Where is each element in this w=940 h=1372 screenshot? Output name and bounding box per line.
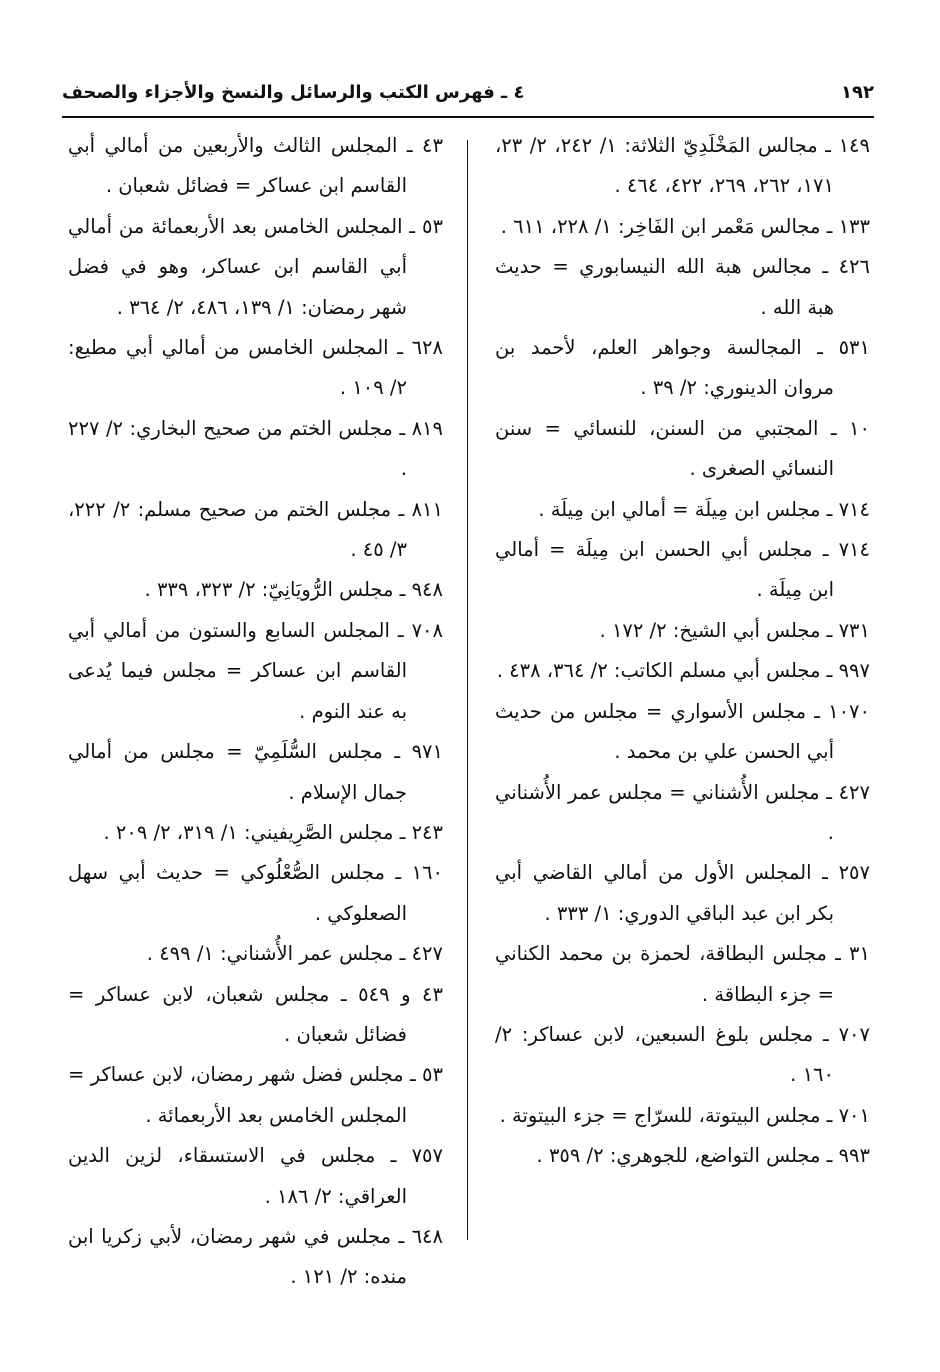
- index-entry: ٦٤٨ ـ مجلس في شهر رمضان، لأبي زكريا ابن منده: ٢/ ١٢١ .: [68, 1224, 443, 1289]
- index-entry: ٤٣ و ٥٤٩ ـ مجلس شعبان، لابن عساكر = فضائل شعبان .: [68, 982, 443, 1046]
- index-entry: ٥٣ ـ المجلس الخامس بعد الأربعمائة من أمالي أبي القاسم ابن عساكر، وهو في فضل شهر رمضان: ١/ ١٣٩، ٤٨٦، ٢/ ٣٦٤ .: [68, 214, 443, 319]
- index-entry: ٧٠١ ـ مجلس البيتوتة، للسرّاج = جزء البيتوتة .: [499, 1103, 870, 1127]
- index-entry: ١٣٣ ـ مجالس مَعْمر ابن الفَاخِر: ١/ ٢٢٨، ٦١١ .: [500, 214, 870, 238]
- section-title: ٤ ـ فهرس الكتب والرسائل والنسخ والأجزاء والصحف: [62, 81, 525, 103]
- index-entry: ٧٥٧ ـ مجلس في الاستسقاء، لزين الدين العراقي: ٢/ ١٨٦ .: [68, 1144, 443, 1208]
- index-entry: ٢٥٧ ـ المجلس الأول من أمالي القاضي أبي بكر ابن عبد الباقي الدوري: ١/ ٣٣٣ .: [495, 861, 870, 925]
- index-entry: ٦٢٨ ـ المجلس الخامس من أمالي أبي مطيع: ٢/ ١٠٩ .: [68, 336, 443, 400]
- index-entry: ٨١٩ ـ مجلس الختم من صحيح البخاري: ٢/ ٢٢٧ .: [68, 416, 443, 481]
- index-entry: ٩٩٧ ـ مجلس أبي مسلم الكاتب: ٢/ ٣٦٤، ٤٣٨ .: [496, 659, 870, 683]
- index-entry: ٩٩٣ ـ مجلس التواضع، للجوهري: ٢/ ٣٥٩ .: [536, 1144, 870, 1168]
- index-entry: ٤٢٧ ـ مجلس عمر الأُشناني: ١/ ٤٩٩ .: [146, 942, 443, 966]
- index-entry: ٣١ ـ مجلس البطاقة، لحمزة بن محمد الكناني = جزء البطاقة .: [495, 942, 870, 1006]
- index-entry: ٩٧١ ـ مجلس السُّلَمِيّ = مجلس من أمالي جمال الإسلام .: [68, 740, 443, 804]
- right-column: [495, 126, 870, 1177]
- index-entry: ٨١١ ـ مجلس الختم من صحيح مسلم: ٢/ ٢٢٢، ٣/ ٤٥ .: [68, 497, 443, 562]
- index-entry: ١٠ ـ المجتبي من السنن، للنسائي = سنن النسائي الصغرى .: [495, 416, 870, 481]
- header-rule: [62, 116, 874, 118]
- index-entry: ٧٠٨ ـ المجلس السابع والستون من أمالي أبي القاسم ابن عساكر = مجلس فيما يُدعى به عند النوم .: [68, 618, 443, 723]
- column-divider: [467, 140, 468, 1240]
- index-entry: ١٠٧٠ ـ مجلس الأسواري = مجلس من حديث أبي الحسن علي بن محمد .: [495, 699, 870, 764]
- page-number: ١٩٢: [841, 81, 874, 103]
- index-entry: ٧٣١ ـ مجلس أبي الشيخ: ٢/ ١٧٢ .: [599, 618, 870, 642]
- index-entry: ٥٣ ـ مجلس فضل شهر رمضان، لابن عساكر = المجلس الخامس بعد الأربعمائة .: [68, 1063, 443, 1127]
- index-entry: ٤٢٦ ـ مجالس هبة الله النيسابوري = حديث هبة الله .: [495, 255, 870, 319]
- index-entry: ٥٣١ ـ المجالسة وجواهر العلم، لأحمد بن مروان الدينوري: ٢/ ٣٩ .: [495, 336, 870, 400]
- index-entry: ١٤٩ ـ مجالس المَخْلَدِيّ الثلاثة: ١/ ٢٤٢، ٢/ ٢٣، ١٧١، ٢٦٢، ٢٦٩، ٤٢٢، ٤٦٤ .: [495, 134, 870, 198]
- index-entry: ٩٤٨ ـ مجلس الرُّويَانِيّ: ٢/ ٣٢٣، ٣٣٩ .: [144, 578, 443, 602]
- page-header: [62, 74, 874, 110]
- index-entry: ٢٤٣ ـ مجلس الصَّرِيفيني: ١/ ٣١٩، ٢/ ٢٠٩ .: [103, 820, 443, 844]
- left-column: [68, 126, 443, 1298]
- index-entry: ٤٣ ـ المجلس الثالث والأربعين من أمالي أبي القاسم ابن عساكر = فضائل شعبان .: [68, 134, 443, 198]
- index-entry: ١٦٠ ـ مجلس الصُّعْلُوكي = حديث أبي سهل الصعلوكي .: [68, 861, 443, 925]
- index-entry: ٤٢٧ ـ مجلس الأُشناني = مجلس عمر الأُشناني .: [495, 780, 870, 844]
- index-entry: ٧١٤ ـ مجلس ابن مِيلَة = أمالي ابن مِيلَة .: [538, 497, 870, 521]
- index-entry: ٧١٤ ـ مجلس أبي الحسن ابن مِيلَة = أمالي ابن مِيلَة .: [495, 538, 870, 602]
- index-entry: ٧٠٧ ـ مجلس بلوغ السبعين، لابن عساكر: ٢/ ١٦٠ .: [495, 1022, 870, 1087]
